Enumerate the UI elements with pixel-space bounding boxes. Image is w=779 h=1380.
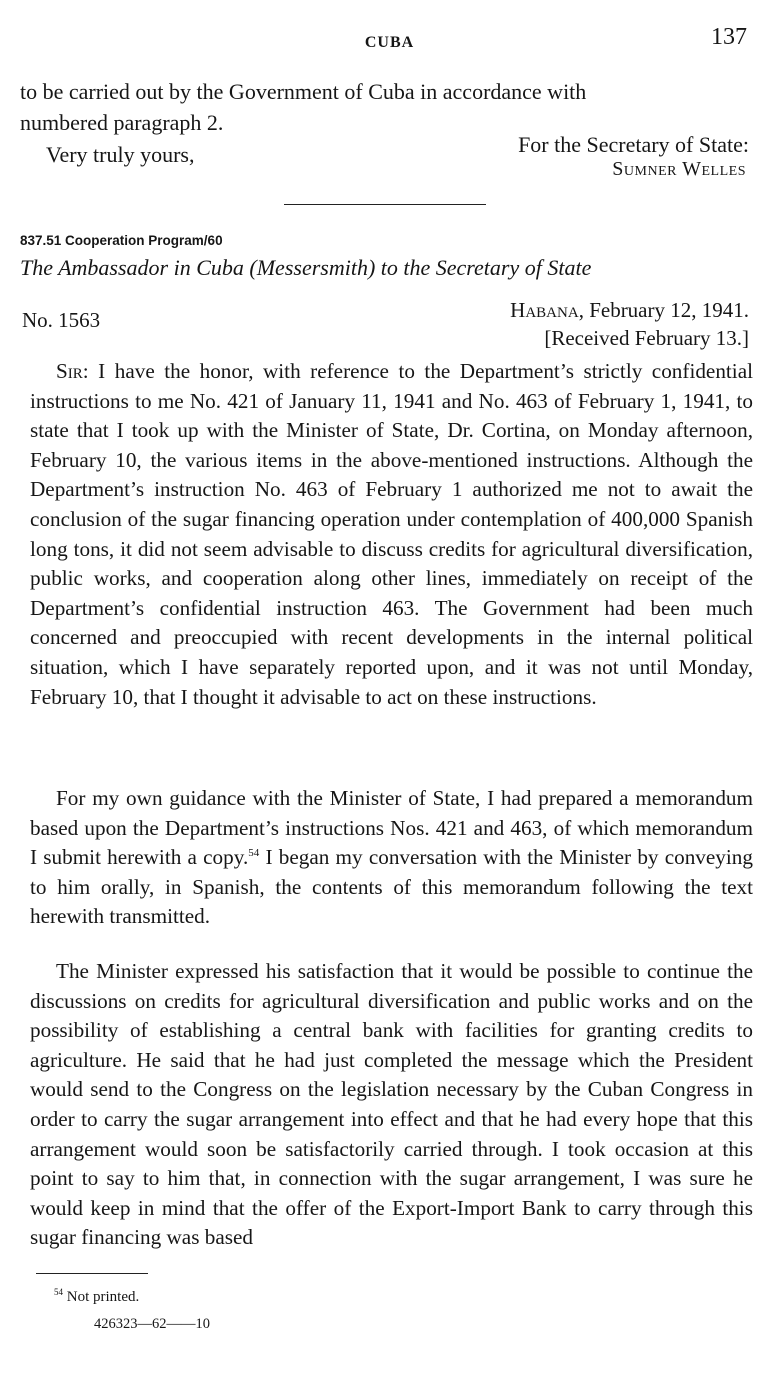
signature-name: Sumner Welles <box>612 158 746 180</box>
salutation: Sir: <box>56 359 89 383</box>
heading-sender-name: Messersmith <box>256 255 368 280</box>
file-reference: 837.51 Cooperation Program/60 <box>20 233 223 248</box>
footnote-text: Not printed. <box>63 1289 140 1305</box>
dispatch-number: No. 1563 <box>22 308 101 332</box>
section-divider <box>284 204 486 205</box>
paragraph-2-text-b: I began my conversation with the Minister by conveying to him orally, in Spanish, the contents of this memorandum following the text herewith transmitted. <box>30 845 753 929</box>
paragraph-3-text: The Minister expressed his satisfaction that it would be possible to continue the discussions on credits for agricultural diversification and public works and on the possibility of establishing a central bank with facilities for granting credits to agriculture. He said that he had just completed the message which the President would send to the Congress on the legislation necessary by the Cuban Congress in order to carry the sugar arrangement into effect and that he had every hope that this arrangement would soon be satisfactorily carried through. I took occasion at this point to say to him that, in connection with the sugar arrangement, I was sure he would keep in mind that the offer of the Export-Import Bank to carry through this sugar financing was based <box>30 959 753 1250</box>
footnote <box>54 1287 139 1306</box>
paragraph-2 <box>30 784 753 932</box>
heading-part-c: ) to the Secretary of State <box>367 255 592 280</box>
footnote-rule <box>36 1273 148 1274</box>
paragraph-1 <box>30 357 753 712</box>
heading-part-a: The Ambassador in Cuba ( <box>20 255 257 280</box>
received-date: [Received February 13.] <box>544 326 749 350</box>
page-number: 137 <box>711 24 747 50</box>
running-title: CUBA <box>364 34 415 51</box>
dispatch-date: , February 12, 1941. <box>578 298 749 322</box>
paragraph-3 <box>30 957 753 1253</box>
paragraph-1-text: I have the honor, with reference to the Department’s strictly confidential instructions to me No. 421 of January 11, 1941 and No. 463 of February 1, 1941, to state that I took up with the Minister of State, Dr. Cortina, on Monday afternoon, February 10, the various items in the above-mentioned instructions. Although the Department’s instruction No. 463 of February 1 authorized me not to await the conclusion of the sugar financing operation under contemplation of 400,000 Spanish long tons, it did not seem advisable to discuss credits for agricultural diversification, public works, and cooperation along other lines, immediately on receipt of the Department’s confidential instruction 463. The Government had been much concerned and preoccupied with recent developments in the internal political situation, which I have separately reported upon, and it was not until Monday, February 10, that I thought it advisable to act on these instructions. <box>30 359 753 709</box>
footnote-reference: 54 <box>248 847 260 860</box>
document-heading <box>20 254 591 282</box>
letter-closing: Very truly yours, <box>46 142 195 167</box>
body-line-continued: to be carried out by the Government of Cuba in accordance with <box>20 79 587 104</box>
print-code: 426323—62——10 <box>94 1316 210 1332</box>
paragraph-2-text-a: For my own guidance with the Minister of State, I had prepared a memorandum based upon the Department’s instructions Nos. 421 and 463, of which memorandum I submit herewith a copy. <box>30 786 753 870</box>
place-date-line <box>510 298 749 323</box>
place-name: Habana <box>510 298 579 322</box>
for-secretary-line: For the Secretary of State: <box>518 132 749 157</box>
body-line-continued-end: numbered paragraph 2. <box>20 110 224 135</box>
footnote-marker: 54 <box>54 1287 63 1297</box>
